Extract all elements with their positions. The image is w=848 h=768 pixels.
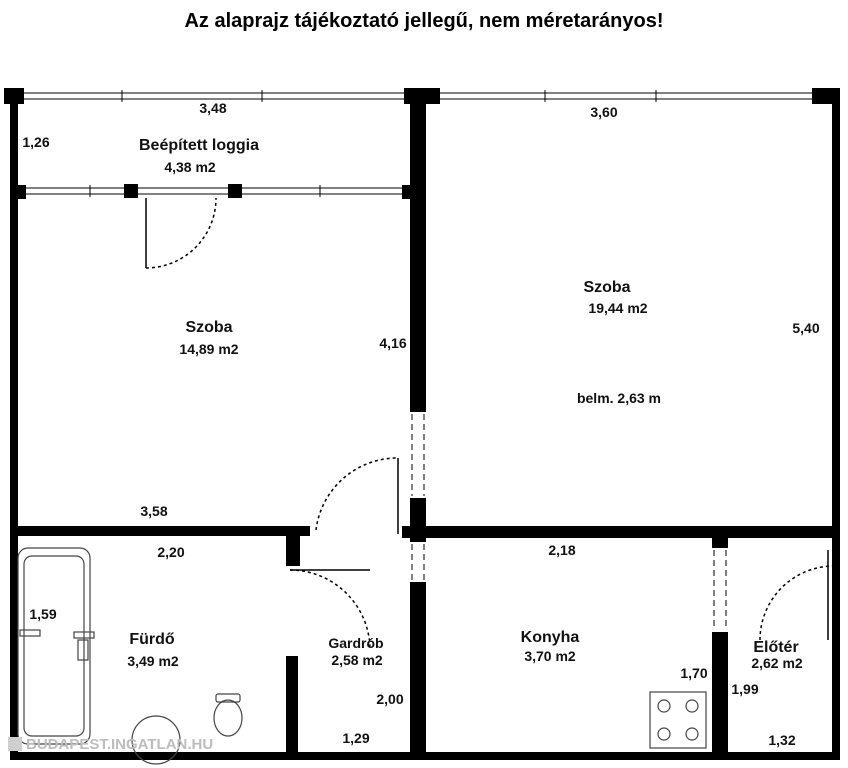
door-swing-icon [146,198,216,268]
room-name-furdo: Fürdő [129,631,175,648]
door-swing-icon [760,550,834,640]
dimension-hall-width: 1,32 [768,732,796,748]
room-area-loggia: 4,38 m2 [164,159,216,175]
dimension-right-room-width: 3,60 [590,104,618,120]
dimension-loggia-width: 3,48 [199,100,227,116]
room-name-konyha: Konyha [520,629,580,646]
room-name-szoba-right: Szoba [583,279,631,296]
dimension-left-room-width: 3,58 [140,503,168,519]
loggia-glazing [24,185,404,197]
dimension-bath-depth: 1,59 [29,606,57,622]
watermark-text: BUDAPEST.INGATLAN.HU [26,736,214,753]
room-name-szoba-left: Szoba [185,319,233,336]
room-area-furdo: 3,49 m2 [127,653,179,669]
bathtub-icon [18,548,90,744]
dimension-hall-depth: 1,99 [731,681,759,697]
wall-openings [412,414,726,630]
disclaimer-notice: Az alaprajz tájékoztató jellegű, nem méretarányos! [184,10,664,32]
dimension-wardrobe-depth: 2,00 [376,691,404,707]
room-name-loggia: Beépített loggia [138,137,260,154]
toilet-icon [214,694,242,736]
room-area-szoba-right: 19,44 m2 [588,300,648,316]
watermark [8,736,213,753]
room-area-eloter: 2,62 m2 [751,655,803,671]
window-top-right [440,90,812,102]
room-area-gardrob: 2,58 m2 [331,652,383,668]
dimension-wardrobe-width: 1,29 [342,730,370,746]
room-name-gardrob: Gardrób [328,635,384,651]
dimension-loggia-depth: 1,26 [22,134,50,150]
room-area-konyha: 3,70 m2 [524,648,576,664]
ceiling-height: belm. 2,63 m [576,390,662,406]
dimension-kitchen-width: 2,18 [548,542,576,558]
dimension-left-room-depth: 4,16 [379,335,407,351]
faucet-icon [20,630,94,660]
dimension-right-room-depth: 5,40 [792,320,820,336]
room-name-eloter: Előtér [753,639,799,656]
dimension-bath-width: 2,20 [157,544,185,560]
stove-icon [650,692,706,748]
dimension-kitchen-depth: 1,70 [680,665,708,681]
door-swing-icon [316,458,398,534]
room-area-szoba-left: 14,89 m2 [179,341,239,357]
